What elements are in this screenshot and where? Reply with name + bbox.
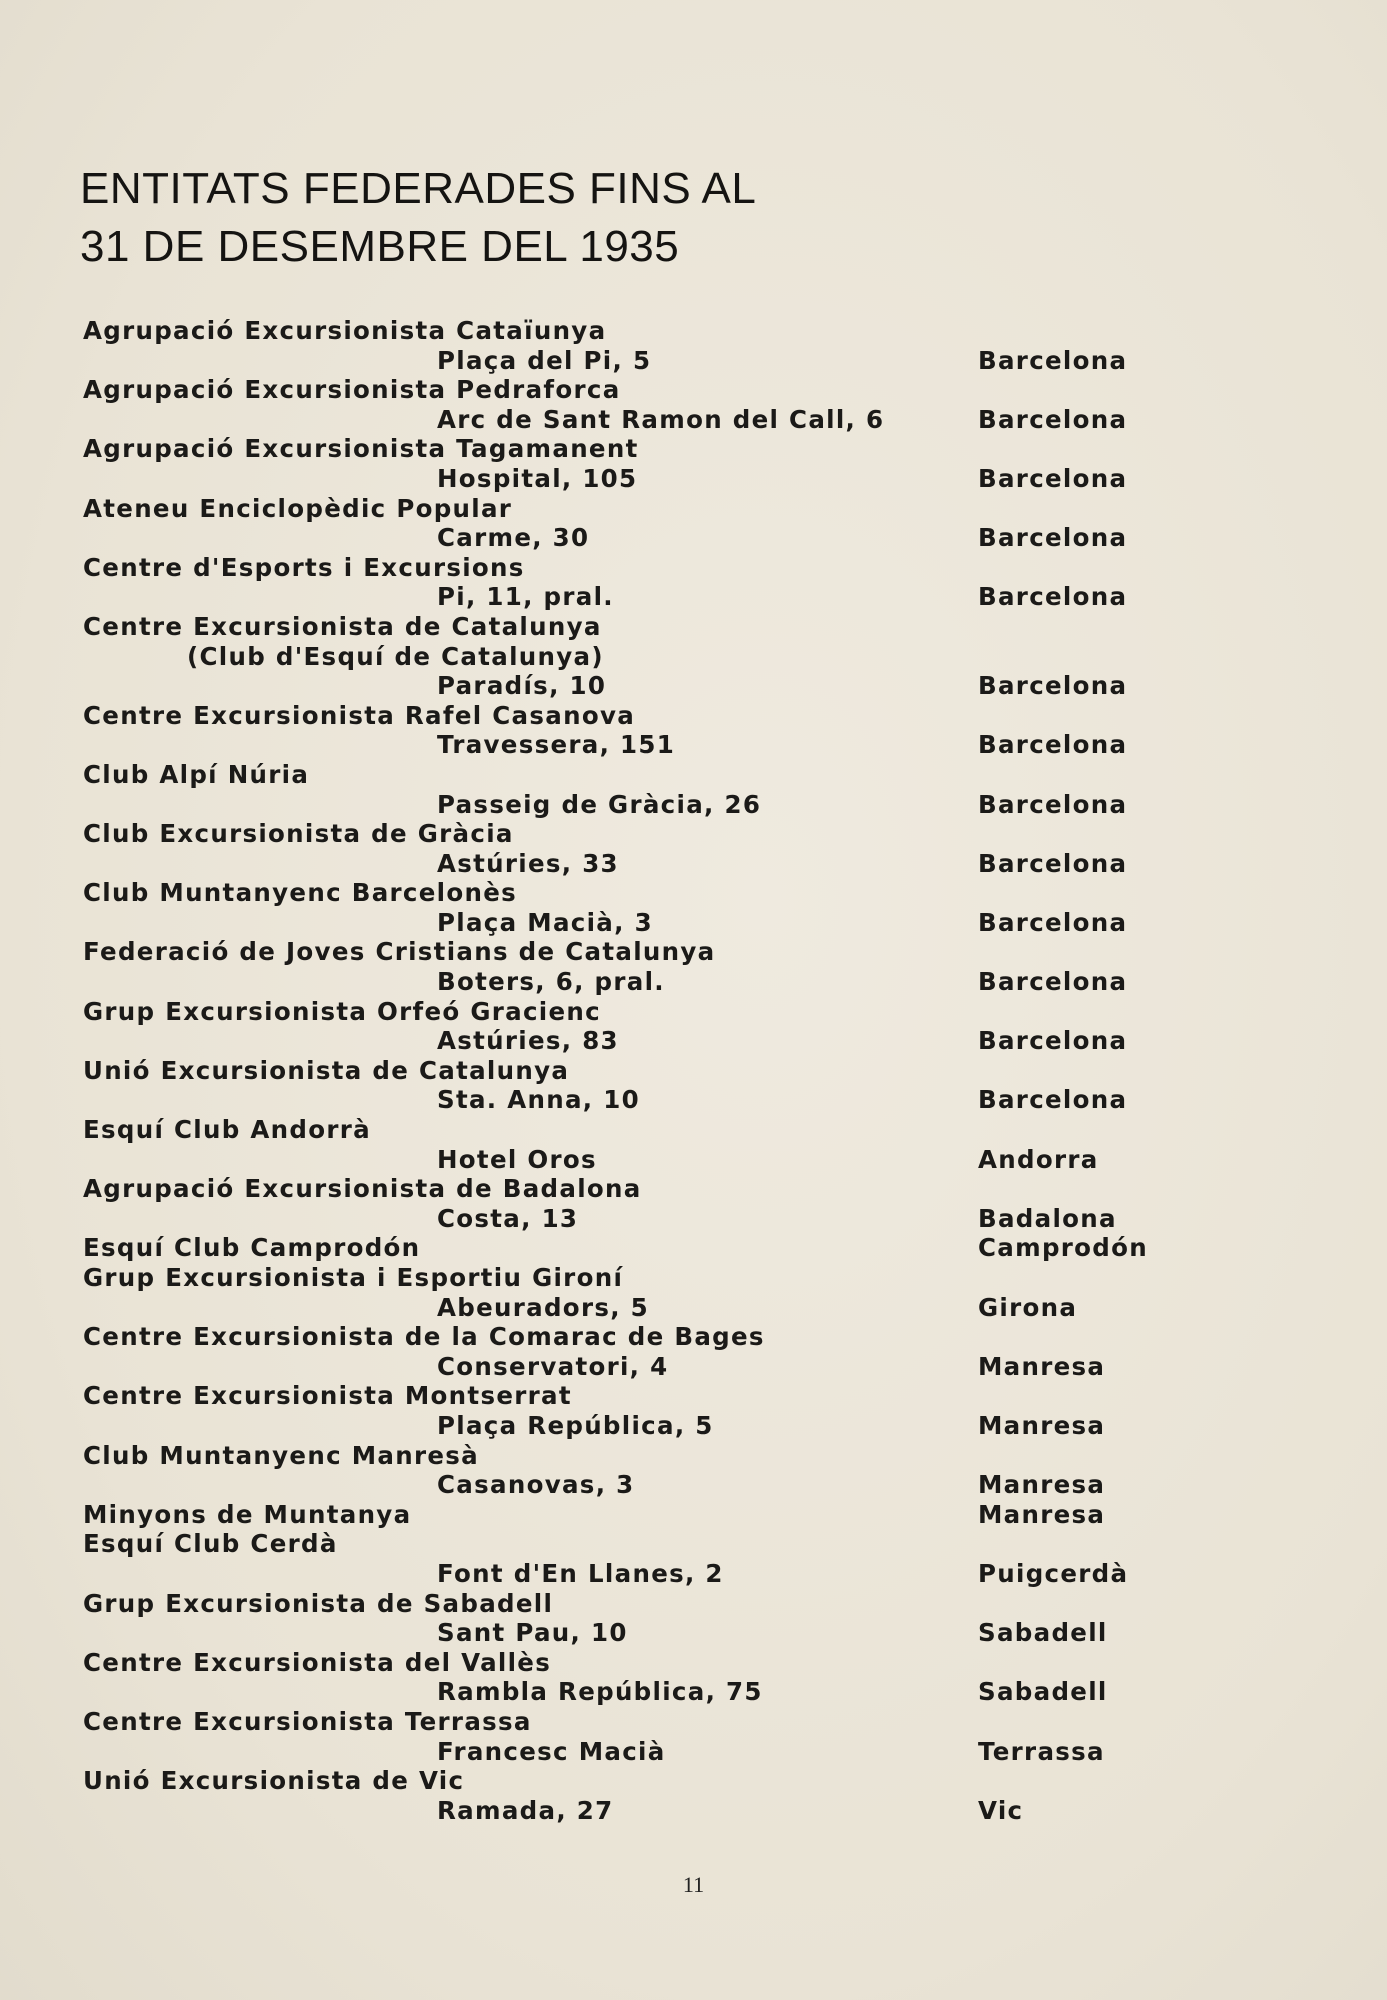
entity-subname: (Club d'Esquí de Catalunya) — [187, 641, 604, 671]
entity-name: Grup Excursionista de Sabadell — [83, 1588, 554, 1618]
entity-address: Casanovas, 3 — [437, 1470, 635, 1500]
list-item-line — [83, 464, 1173, 494]
list-item-line — [83, 701, 1173, 731]
list-item-line — [83, 730, 1173, 760]
entity-name: Minyons de Muntanya — [83, 1499, 412, 1529]
entity-entry — [83, 1115, 1173, 1174]
entity-address: Plaça República, 5 — [437, 1410, 714, 1440]
list-item-line — [83, 1559, 1173, 1589]
entity-city: Badalona — [978, 1203, 1117, 1233]
entity-name: Esquí Club Camprodón — [83, 1233, 421, 1263]
entity-name: Unió Excursionista de Catalunya — [83, 1055, 570, 1085]
list-item-line — [83, 1026, 1173, 1056]
list-item-line — [83, 434, 1173, 464]
entity-name: Club Excursionista de Gràcia — [83, 819, 514, 849]
entity-name: Federació de Joves Cristians de Catalunya — [83, 937, 716, 967]
entity-city: Sabadell — [978, 1677, 1108, 1707]
list-item-line — [83, 760, 1173, 790]
list-item-line — [83, 1085, 1173, 1115]
list-item-line — [83, 1293, 1173, 1323]
entity-entry — [83, 553, 1173, 612]
entity-address: Plaça Macià, 3 — [437, 907, 653, 937]
entity-city: Sabadell — [978, 1618, 1108, 1648]
entity-city: Barcelona — [978, 730, 1128, 760]
entity-name: Centre Excursionista de Catalunya — [83, 611, 602, 641]
page-title — [80, 160, 756, 276]
list-item-line — [83, 316, 1173, 346]
entity-entry — [83, 997, 1173, 1056]
entity-entry — [83, 434, 1173, 493]
list-item-line — [83, 1529, 1173, 1559]
entity-city: Vic — [978, 1795, 1024, 1825]
entity-entry — [83, 1263, 1173, 1322]
list-item-line — [83, 582, 1173, 612]
entity-entry — [83, 375, 1173, 434]
list-item-line — [83, 1174, 1173, 1204]
entity-address: Carme, 30 — [437, 523, 590, 553]
entity-city: Barcelona — [978, 404, 1128, 434]
entity-name: Centre Excursionista Montserrat — [83, 1381, 572, 1411]
entity-name: Agrupació Excursionista Tagamanent — [83, 434, 639, 464]
title-line-1: ENTITATS FEDERADES FINS AL — [80, 164, 757, 213]
entity-name: Agrupació Excursionista Cataïunya — [83, 316, 607, 345]
entity-city: Barcelona — [978, 345, 1128, 375]
page-number: 11 — [682, 1872, 705, 1897]
list-item-line — [83, 671, 1173, 701]
list-item-line — [83, 849, 1173, 879]
entity-city: Girona — [978, 1292, 1078, 1322]
list-item-line — [83, 997, 1173, 1027]
entity-name: Club Alpí Núria — [83, 759, 310, 789]
list-item-line — [83, 937, 1173, 967]
entity-entry — [83, 1381, 1173, 1440]
list-item-line — [83, 346, 1173, 376]
list-item-line — [83, 1381, 1173, 1411]
entity-city: Camprodón — [978, 1233, 1149, 1263]
list-item-line — [83, 494, 1173, 524]
list-item-line — [83, 1796, 1173, 1826]
entity-city: Manresa — [978, 1351, 1106, 1381]
entity-entry — [83, 494, 1173, 553]
entity-address: Font d'En Llanes, 2 — [437, 1558, 724, 1588]
entity-address: Conservatori, 4 — [437, 1351, 669, 1381]
entity-city: Terrassa — [978, 1736, 1105, 1766]
list-item-line — [83, 1263, 1173, 1293]
entity-address: Astúries, 83 — [437, 1026, 619, 1056]
entity-city: Manresa — [978, 1499, 1106, 1529]
list-item-line — [83, 405, 1173, 435]
entity-entry — [83, 1233, 1173, 1263]
list-item-line — [83, 1648, 1173, 1678]
entity-city: Barcelona — [978, 463, 1128, 493]
entity-city: Barcelona — [978, 523, 1128, 553]
entity-city: Barcelona — [978, 1085, 1128, 1115]
entity-city: Barcelona — [978, 907, 1128, 937]
entity-address: Arc de Sant Ramon del Call, 6 — [437, 404, 885, 434]
entity-name: Centre Excursionista de la Comarac de Bages — [83, 1322, 765, 1352]
entity-entry — [83, 937, 1173, 996]
list-item-line — [83, 1737, 1173, 1767]
entity-address: Ramada, 27 — [437, 1795, 614, 1825]
entity-entry — [83, 1056, 1173, 1115]
entity-name: Esquí Club Andorrà — [83, 1115, 371, 1145]
list-item-line — [83, 553, 1173, 583]
entity-entry — [83, 316, 1173, 375]
entity-city: Barcelona — [978, 967, 1128, 997]
entity-city: Puigcerdà — [978, 1558, 1129, 1588]
entity-entry — [83, 701, 1173, 760]
entity-entry — [83, 1589, 1173, 1648]
list-item-line — [83, 1145, 1173, 1175]
entity-name: Club Muntanyenc Barcelonès — [83, 878, 518, 908]
title-line-2: 31 DE DESEMBRE DEL 1935 — [80, 222, 680, 271]
entity-name: Agrupació Excursionista Pedraforca — [83, 375, 621, 405]
entity-address: Costa, 13 — [437, 1203, 579, 1233]
entity-entry — [83, 1766, 1173, 1825]
entity-address: Plaça del Pi, 5 — [437, 345, 652, 375]
entity-address: Francesc Macià — [437, 1736, 666, 1766]
list-item-line — [83, 1707, 1173, 1737]
list-item-line — [83, 1056, 1173, 1086]
entity-city: Barcelona — [978, 1026, 1128, 1056]
entity-entry — [83, 878, 1173, 937]
entity-address: Sta. Anna, 10 — [437, 1085, 640, 1115]
entity-address: Travessera, 151 — [437, 730, 676, 760]
entity-name: Centre Excursionista Terrassa — [83, 1706, 532, 1736]
entity-address: Paradís, 10 — [437, 671, 607, 701]
list-item-line — [83, 1322, 1173, 1352]
list-item-line — [83, 1352, 1173, 1382]
list-item-line — [83, 612, 1173, 642]
entity-city: Barcelona — [978, 789, 1128, 819]
entity-address: Hotel Oros — [437, 1144, 597, 1174]
entity-entry — [83, 1707, 1173, 1766]
entity-address: Sant Pau, 10 — [437, 1618, 628, 1648]
entity-name: Unió Excursionista de Vic — [83, 1766, 465, 1796]
entity-list — [83, 316, 1173, 1825]
list-item-line — [83, 523, 1173, 553]
entity-city: Manresa — [978, 1410, 1106, 1440]
entity-address: Astúries, 33 — [437, 848, 619, 878]
entity-entry — [83, 1441, 1173, 1500]
entity-entry — [83, 612, 1173, 701]
entity-entry — [83, 819, 1173, 878]
list-item-line — [83, 1470, 1173, 1500]
list-item-line — [83, 819, 1173, 849]
list-item-line — [83, 1766, 1173, 1796]
entity-address: Rambla República, 75 — [437, 1677, 763, 1707]
entity-entry — [83, 1174, 1173, 1233]
entity-name: Grup Excursionista Orfeó Gracienc — [83, 996, 601, 1026]
list-item-line — [83, 1441, 1173, 1471]
entity-address: Hospital, 105 — [437, 463, 638, 493]
entity-address: Abeuradors, 5 — [437, 1292, 649, 1322]
list-item-line — [83, 878, 1173, 908]
entity-address: Pi, 11, pral. — [437, 582, 614, 612]
list-item-line — [83, 1411, 1173, 1441]
list-item-line — [83, 1500, 1173, 1530]
list-item-line — [83, 375, 1173, 405]
list-item-line — [83, 790, 1173, 820]
entity-name: Ateneu Enciclopèdic Popular — [83, 493, 513, 523]
entity-name: Club Muntanyenc Manresà — [83, 1440, 479, 1470]
entity-entry — [83, 1500, 1173, 1530]
entity-name: Esquí Club Cerdà — [83, 1529, 338, 1559]
entity-city: Manresa — [978, 1470, 1106, 1500]
list-item-line — [83, 967, 1173, 997]
entity-name: Centre Excursionista del Vallès — [83, 1647, 552, 1677]
entity-name: Centre d'Esports i Excursions — [83, 552, 525, 582]
list-item-line — [83, 1618, 1173, 1648]
entity-name: Centre Excursionista Rafel Casanova — [83, 700, 636, 730]
entity-city: Barcelona — [978, 582, 1128, 612]
entity-city: Barcelona — [978, 671, 1128, 701]
entity-entry — [83, 1529, 1173, 1588]
list-item-line — [83, 1115, 1173, 1145]
list-item-line — [83, 642, 1173, 672]
entity-entry — [83, 1322, 1173, 1381]
list-item-line — [83, 1204, 1173, 1234]
list-item-line — [83, 1589, 1173, 1619]
list-item-line — [83, 908, 1173, 938]
entity-name: Grup Excursionista i Esportiu Gironí — [83, 1263, 624, 1292]
list-item-line — [83, 1677, 1173, 1707]
entity-address: Passeig de Gràcia, 26 — [437, 789, 762, 819]
entity-entry — [83, 760, 1173, 819]
entity-entry — [83, 1648, 1173, 1707]
list-item-line — [83, 1233, 1173, 1263]
entity-city: Barcelona — [978, 848, 1128, 878]
entity-city: Andorra — [978, 1144, 1099, 1174]
entity-name: Agrupació Excursionista de Badalona — [83, 1174, 642, 1204]
entity-address: Boters, 6, pral. — [437, 967, 665, 997]
